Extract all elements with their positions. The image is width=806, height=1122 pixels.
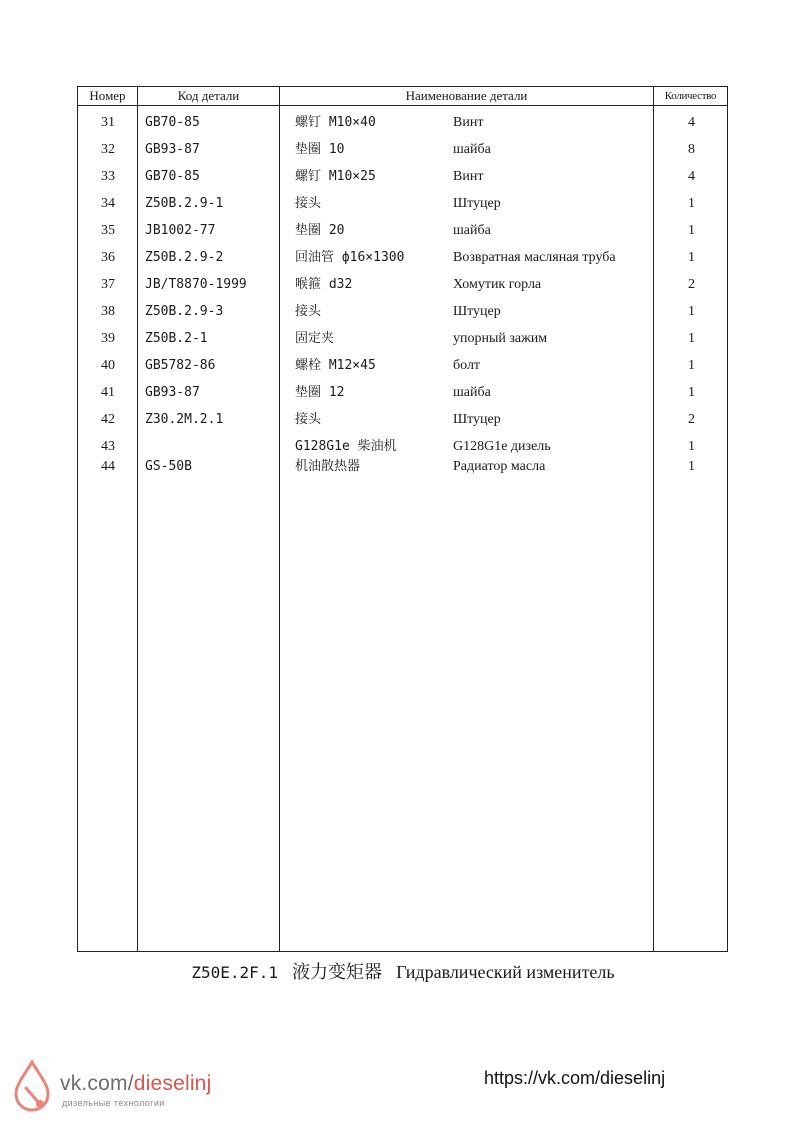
row-name-ru: упорный зажим: [453, 331, 548, 346]
row-name-ru: Штуцер: [453, 196, 501, 211]
row-quantity: 1: [688, 304, 695, 319]
row-part-code: GB5782-86: [145, 358, 216, 373]
row-name-cn: 接头: [295, 304, 322, 319]
table-row: [78, 456, 727, 478]
row-part-code: GB70-85: [145, 115, 200, 130]
table-row: [78, 166, 727, 188]
header-name: Наименование детали: [405, 88, 528, 103]
table-row: [78, 301, 727, 323]
row-part-code: Z50B.2.9-3: [145, 304, 224, 319]
row-name-cn: 垫圈 12: [295, 385, 345, 400]
row-part-code: JB/T8870-1999: [145, 277, 247, 292]
row-name-ru: Винт: [453, 169, 484, 184]
row-number: 37: [101, 277, 115, 292]
row-name-ru: Штуцер: [453, 304, 501, 319]
row-name-ru: шайба: [453, 223, 491, 238]
table-row: [78, 193, 727, 215]
row-name-ru: шайба: [453, 385, 491, 400]
row-quantity: 2: [688, 277, 695, 292]
row-part-code: Z50B.2-1: [145, 331, 208, 346]
row-quantity: 1: [688, 439, 695, 454]
row-quantity: 1: [688, 385, 695, 400]
row-part-code: Z50B.2.9-1: [145, 196, 224, 211]
row-part-code: GB70-85: [145, 169, 200, 184]
row-quantity: 4: [688, 115, 695, 130]
table-row: [78, 382, 727, 404]
row-name-cn: 喉箍 d32: [295, 277, 353, 292]
row-name-cn: 螺钉 M10×40: [295, 115, 376, 130]
logo-text-accent: dieselinj: [133, 1072, 212, 1095]
row-name-cn: 回油管 ф16×1300: [295, 250, 405, 265]
table-row: [78, 139, 727, 161]
row-quantity: 4: [688, 169, 695, 184]
row-name-ru: шайба: [453, 142, 491, 157]
logo-text: [60, 1072, 211, 1096]
row-part-code: GB93-87: [145, 385, 200, 400]
table-row: [78, 274, 727, 296]
row-quantity: 1: [688, 196, 695, 211]
row-part-code: Z30.2M.2.1: [145, 412, 224, 427]
row-quantity: 2: [688, 412, 695, 427]
row-number: 39: [101, 331, 115, 346]
column-divider: [653, 87, 654, 951]
row-part-code: GB93-87: [145, 142, 200, 157]
row-part-code: Z50B.2.9-2: [145, 250, 224, 265]
caption-title-ru: Гидравлический изменитель: [396, 962, 615, 982]
caption-title-cn: 液力变矩器: [292, 962, 383, 982]
table-row: [78, 112, 727, 134]
row-name-cn: G128G1e 柴油机: [295, 439, 397, 454]
row-name-ru: Радиатор масла: [453, 459, 546, 474]
header-code: Код детали: [177, 88, 240, 103]
table-row: [78, 355, 727, 377]
logo-text-main: vk.com/: [60, 1072, 134, 1095]
row-number: 32: [101, 142, 115, 157]
row-number: 31: [101, 115, 115, 130]
logo-drop-icon: [10, 1058, 60, 1114]
row-number: 42: [101, 412, 115, 427]
column-divider: [137, 87, 138, 951]
row-number: 40: [101, 358, 115, 373]
table-row: [78, 409, 727, 431]
row-name-cn: 螺栓 M12×45: [295, 358, 376, 373]
row-name-ru: Хомутик горла: [453, 277, 542, 292]
row-number: 43: [101, 439, 115, 454]
header-divider: [78, 105, 727, 106]
table-row: [78, 436, 727, 458]
row-quantity: 1: [688, 358, 695, 373]
row-number: 38: [101, 304, 115, 319]
row-name-cn: 机油散热器: [295, 459, 361, 474]
table-row: [78, 247, 727, 269]
row-number: 34: [101, 196, 115, 211]
caption-code: Z50E.2F.1: [191, 963, 279, 982]
row-name-cn: 螺钉 M10×25: [295, 169, 376, 184]
row-number: 33: [101, 169, 115, 184]
row-name-cn: 接头: [295, 196, 322, 211]
row-name-cn: 垫圈 10: [295, 142, 345, 157]
parts-table: [77, 86, 728, 952]
header-number: Номер: [89, 88, 126, 103]
row-name-ru: болт: [453, 358, 481, 373]
column-divider: [279, 87, 280, 951]
row-quantity: 1: [688, 331, 695, 346]
row-number: 35: [101, 223, 115, 238]
table-row: [78, 220, 727, 242]
row-name-ru: G128G1e дизель: [453, 439, 551, 454]
row-name-ru: Возвратная масляная труба: [453, 250, 616, 265]
row-number: 36: [101, 250, 115, 265]
row-number: 44: [101, 459, 115, 474]
watermark-logo: [10, 1058, 230, 1114]
row-name-cn: 垫圈 20: [295, 223, 345, 238]
row-name-cn: 接头: [295, 412, 322, 427]
row-quantity: 1: [688, 223, 695, 238]
watermark-url: https://vk.com/dieselinj: [484, 1068, 666, 1088]
row-number: 41: [101, 385, 115, 400]
table-row: [78, 328, 727, 350]
header-quantity: Количество: [664, 90, 717, 102]
row-quantity: 1: [688, 459, 695, 474]
row-part-code: GS-50B: [145, 459, 192, 474]
row-name-ru: Штуцер: [453, 412, 501, 427]
row-quantity: 1: [688, 250, 695, 265]
row-name-ru: Винт: [453, 115, 484, 130]
page-caption: [0, 958, 806, 984]
row-quantity: 8: [688, 142, 695, 157]
row-part-code: JB1002-77: [145, 223, 216, 238]
logo-subtitle: дизельные технологии: [62, 1098, 165, 1108]
row-name-cn: 固定夹: [295, 331, 335, 346]
